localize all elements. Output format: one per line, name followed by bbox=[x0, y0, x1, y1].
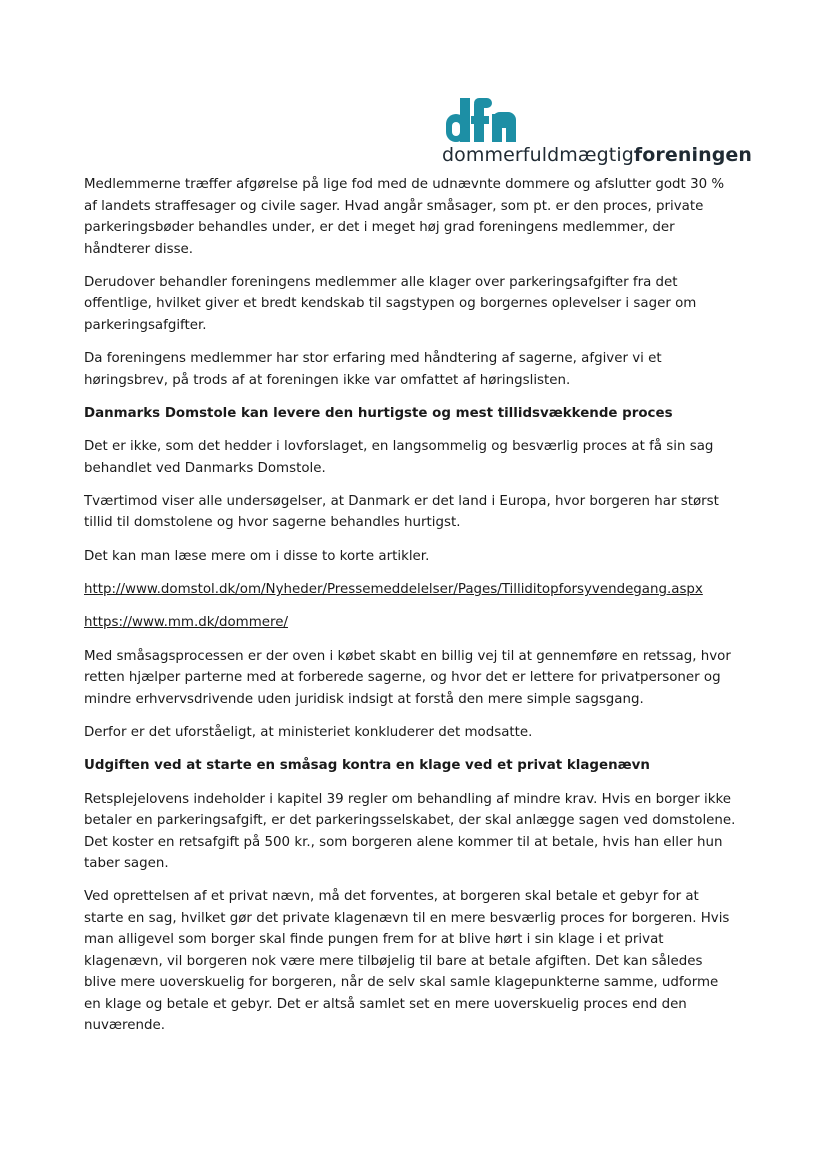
paragraph: Ved oprettelsen af et privat nævn, må det forventes, at borgeren skal betale et gebyr for at starte en sag, hvilket gør det private klagenævn til en mere besværlig proces for borgeren. Hvis man alligevel som borger skal finde pungen frem for at blive hørt i sin klage i et privat klagenævn, vil borgeren nok være mere tilbøjelig til bare at betale afgiften. Det kan således blive mere uoverskuelig for borgeren, når de selv skal samle klagepunkterne samme, udforme en klage og betale et gebyr. Det er altså samlet set en mere uoverskuelig proces end den nuværende. bbox=[84, 889, 730, 1034]
paragraph: Tværtimod viser alle undersøgelser, at Danmark er det land i Europa, hvor borgeren har størst tillid til domstolene og hvor sagerne behandles hurtigst. bbox=[84, 493, 719, 531]
article-link-mm[interactable]: https://www.mm.dk/dommere/ bbox=[84, 615, 288, 631]
paragraph: Retsplejelovens indeholder i kapitel 39 regler om behandling af mindre krav. Hvis en borger ikke betaler en parkeringsafgift, er det parkeringsselskabet, der skal anlægge sagen ved domstolene. Det koster en retsafgift på 500 kr., som borgeren alene kommer til at betale, hvis han eller hun taber sagen. bbox=[84, 791, 736, 872]
organization-name bbox=[442, 144, 752, 166]
paragraph: Med småsagsprocessen er der oven i købet skabt en billig vej til at gennemføre en retssag, hvor retten hjælper parterne med at forberede sagerne, og hvor det er lettere for privatpersoner og mindre erhvervsdrivende uden juridisk indsigt at forstå den mere simple sagsgang. bbox=[84, 648, 731, 707]
paragraph: Det er ikke, som det hedder i lovforslaget, en langsommelig og besværlig proces at få sin sag behandlet ved Danmarks Domstole. bbox=[84, 439, 714, 476]
organization-name-bold: foreningen bbox=[633, 144, 753, 166]
paragraph: Medlemmerne træffer afgørelse på lige fod med de udnævnte dommere og afslutter godt 30 % af landets straffesager og civile sager. Hvad angår småsager, som pt. er den proces, private parkeringsbøder behandles under, er det i meget høj grad foreningens medlemmer, der håndterer disse. bbox=[84, 177, 725, 257]
section-heading: Danmarks Domstole kan levere den hurtigste og mest tillidsvækkende proces bbox=[84, 405, 673, 421]
section-heading: Udgiften ved at starte en småsag kontra en klage ved et privat klagenævn bbox=[84, 758, 650, 774]
paragraph: Da foreningens medlemmer har stor erfaring med håndtering af sagerne, afgiver vi et høringsbrev, på trods af at foreningen ikke var omfattet af høringslisten. bbox=[84, 351, 662, 388]
paragraph: Det kan man læse mere om i disse to korte artikler. bbox=[84, 548, 430, 564]
organization-name-regular: dommerfuldmægtig bbox=[442, 144, 634, 166]
organization-logo bbox=[440, 96, 753, 170]
paragraph: Derfor er det uforståeligt, at ministeriet konkluderer det modsatte. bbox=[84, 724, 533, 740]
dfn-logo-mark bbox=[444, 96, 518, 144]
letter-body bbox=[84, 174, 736, 1049]
paragraph: Derudover behandler foreningens medlemmer alle klager over parkeringsafgifter fra det offentlige, hvilket giver et bredt kendskab til sagstypen og borgernes oplevelser i sager om parkeringsafgifter. bbox=[84, 274, 697, 333]
article-link-domstol[interactable]: http://www.domstol.dk/om/Nyheder/Pressemeddelelser/Pages/Tilliditopforsyvendegang.aspx bbox=[84, 582, 703, 598]
